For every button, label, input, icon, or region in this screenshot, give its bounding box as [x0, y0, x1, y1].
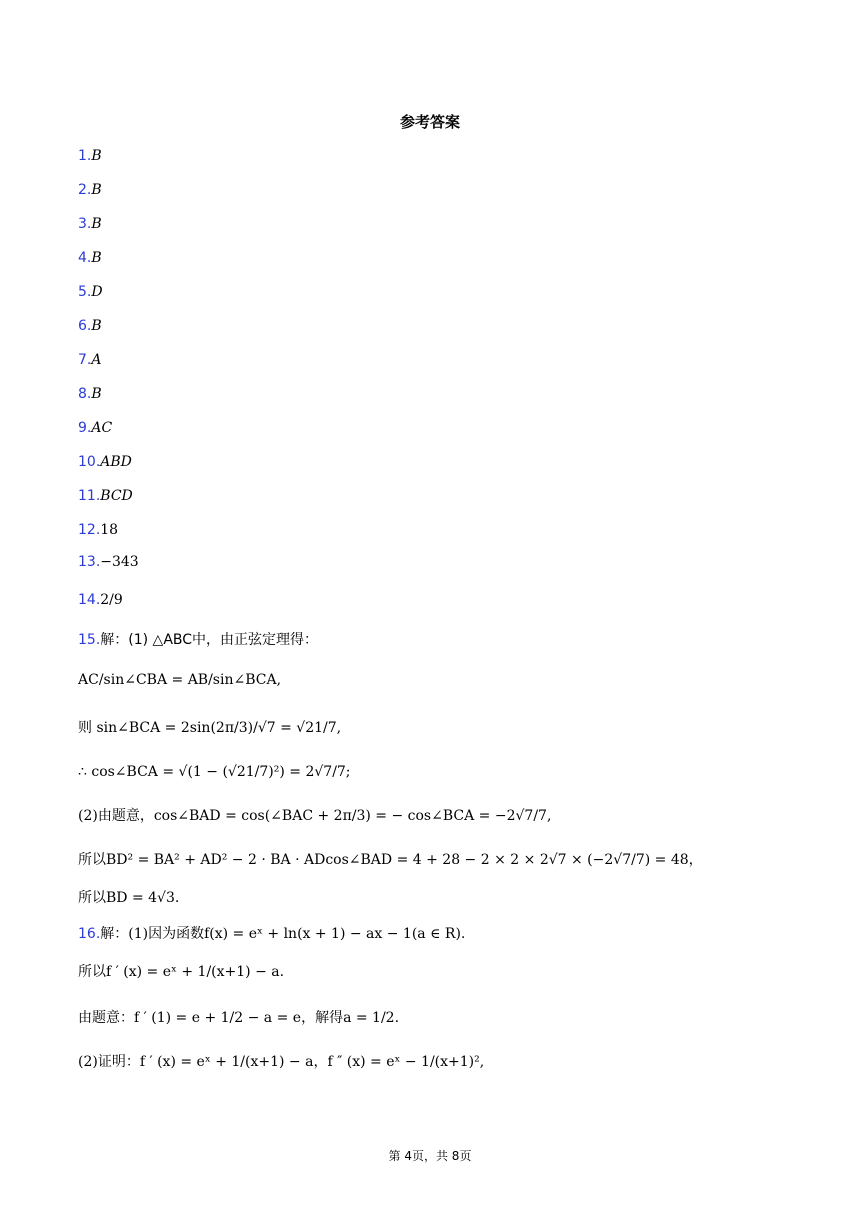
- answer-value: 18: [100, 522, 119, 538]
- answer-value: AC: [91, 420, 113, 436]
- answer-number: 1.: [78, 148, 92, 164]
- q15-number: 15.: [78, 632, 101, 648]
- answer-value: BCD: [100, 488, 133, 504]
- answer-number: 11.: [78, 488, 101, 504]
- answer-item: [78, 552, 139, 572]
- answer-number: 10.: [78, 454, 101, 470]
- answer-number: 5.: [78, 284, 92, 300]
- answer-number: 2.: [78, 182, 92, 198]
- answer-value: 2/9: [100, 592, 123, 608]
- answer-value: B: [91, 318, 102, 334]
- answer-item: [78, 486, 133, 506]
- q16-line-4: (2)证明：f ′ (x) = eˣ + 1/(x+1) − a，f ″ (x) = eˣ − 1/(x+1)²,: [78, 1054, 485, 1070]
- answer-item: [78, 248, 102, 268]
- q15-line-2: AC/sin∠CBA = AB/sin∠BCA,: [78, 672, 282, 688]
- page-footer: 第 4页，共 8页: [388, 1149, 472, 1163]
- answer-value: B: [91, 216, 102, 232]
- answer-number: 6.: [78, 318, 92, 334]
- answer-number: 3.: [78, 216, 92, 232]
- q15-line-1: [78, 630, 318, 650]
- answer-number: 13.: [78, 554, 101, 570]
- answer-value: −343: [100, 554, 139, 570]
- answer-item: [78, 384, 102, 404]
- q15-line-3: 则 sin∠BCA = 2sin(2π/3)/√7 = √21/7,: [78, 720, 342, 736]
- answer-number: 9.: [78, 420, 92, 436]
- answer-value: A: [91, 352, 102, 368]
- answer-number: 4.: [78, 250, 92, 266]
- q15-line-4: ∴ cos∠BCA = √(1 − (√21/7)²) = 2√7/7;: [78, 764, 351, 780]
- q16-line-1: [78, 924, 465, 944]
- answer-item: [78, 282, 103, 302]
- answer-value: B: [91, 386, 102, 402]
- q16-number: 16.: [78, 926, 101, 942]
- answer-item: [78, 146, 102, 166]
- answer-number: 8.: [78, 386, 92, 402]
- answer-item: [78, 350, 101, 370]
- answer-value: D: [91, 284, 103, 300]
- answer-value: ABD: [100, 454, 132, 470]
- answer-value: B: [91, 148, 102, 164]
- page-title: 参考答案: [399, 113, 460, 131]
- q15-text-1: 解：(1) △ABC中，由正弦定理得：: [100, 632, 319, 648]
- answer-number: 12.: [78, 522, 101, 538]
- q15-line-6: 所以BD² = BA² + AD² − 2 · BA · ADcos∠BAD = 4 + 28 − 2 × 2 × 2√7 × (−2√7/7) = 48，: [78, 852, 703, 868]
- answer-item: [78, 418, 112, 438]
- answer-item: [78, 520, 118, 540]
- q15-line-7: 所以BD = 4√3.: [78, 890, 180, 906]
- answer-item: [78, 590, 123, 610]
- answer-item: [78, 214, 102, 234]
- answer-item: [78, 452, 132, 472]
- q16-line-2: 所以f ′ (x) = eˣ + 1/(x+1) − a.: [78, 964, 285, 980]
- q16-line-3: 由题意：f ′ (1) = e + 1/2 − a = e，解得a = 1/2.: [78, 1010, 400, 1026]
- answer-item: [78, 316, 102, 336]
- answer-item: [78, 180, 102, 200]
- q16-text-1: 解：(1)因为函数f(x) = eˣ + ln(x + 1) − ax − 1(a ∈ R).: [100, 926, 466, 942]
- answer-value: B: [91, 182, 102, 198]
- answer-value: B: [91, 250, 102, 266]
- answer-number: 14.: [78, 592, 101, 608]
- q15-line-5: (2)由题意，cos∠BAD = cos(∠BAC + 2π/3) = − cos∠BCA = −2√7/7,: [78, 808, 552, 824]
- answer-number: 7.: [78, 352, 92, 368]
